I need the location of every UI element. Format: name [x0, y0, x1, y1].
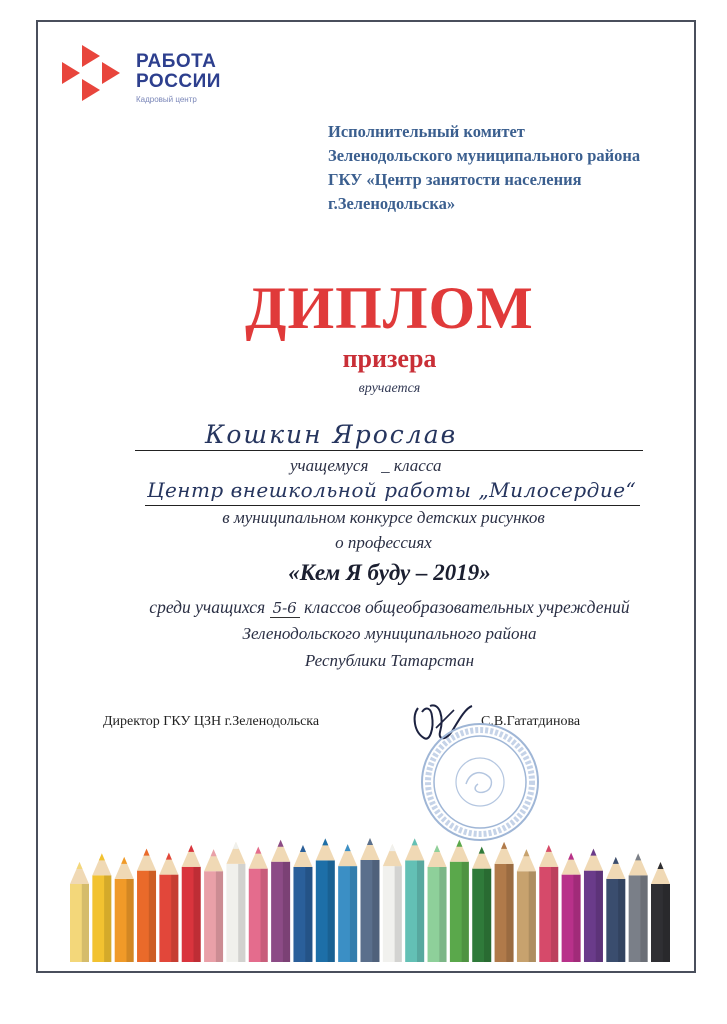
pencil	[70, 862, 89, 962]
pencil	[249, 847, 268, 962]
issuer-block	[328, 120, 640, 216]
director-title: Директор ГКУ ЦЗН г.Зеленодольска	[103, 714, 320, 729]
district-line: Зеленодольского муниципального района	[242, 624, 537, 643]
republic-line: Республики Татарстан	[304, 651, 475, 670]
colored-pencils-illustration	[70, 832, 670, 962]
contest-line: в муниципальном конкурсе детских рисунков	[222, 508, 545, 527]
pencil	[226, 842, 245, 962]
student-prefix: учащемуся	[290, 456, 369, 475]
school-underline	[145, 505, 640, 506]
recipient-school: Центр внешкольной работы „Милосердие“	[147, 478, 637, 502]
among-prefix: среди учащихся	[149, 597, 266, 617]
logo-line1: РАБОТА	[136, 51, 217, 72]
pencil	[584, 849, 603, 962]
red-arrows-icon	[62, 40, 128, 106]
issuer-line: ГКУ «Центр занятости населения	[328, 170, 582, 189]
student-grade-line	[290, 456, 441, 476]
professions-line: о профессиях	[335, 533, 432, 552]
pencil	[517, 849, 536, 962]
issuer-line: Исполнительный комитет	[328, 122, 525, 141]
pencil	[293, 845, 312, 962]
pencil	[92, 853, 111, 962]
pencil	[316, 838, 335, 962]
pencil	[338, 844, 357, 962]
pencil	[495, 842, 514, 962]
pencil	[182, 845, 201, 962]
pencil	[428, 845, 447, 962]
pencil	[361, 838, 380, 962]
pencil	[472, 847, 491, 962]
contest-name: «Кем Я буду – 2019»	[288, 560, 491, 585]
pencil	[159, 853, 178, 962]
pencil	[204, 849, 223, 962]
awarded-label: вручается	[358, 381, 421, 396]
name-underline	[135, 450, 643, 451]
pencil	[562, 853, 581, 962]
grades-value: 5-6	[270, 599, 300, 618]
pencil	[450, 840, 469, 962]
official-seal-stamp	[418, 720, 543, 845]
recipient-name: Кошкин Ярослав	[205, 420, 458, 449]
pencil	[606, 857, 625, 962]
diploma-title: ДИПЛОМ	[245, 275, 534, 341]
student-suffix: класса	[393, 456, 442, 475]
diploma-subtitle: призера	[342, 344, 437, 373]
pencil	[383, 844, 402, 962]
issuer-line: Зеленодольского муниципального района	[328, 146, 641, 165]
logo-subtitle: Кадровый центр	[136, 95, 197, 104]
logo-line2: РОССИИ	[136, 71, 221, 92]
pencil	[271, 840, 290, 962]
grade-blank: _	[381, 456, 390, 475]
pencil	[405, 838, 424, 962]
among-line	[0, 597, 727, 618]
logo-wordmark	[136, 52, 221, 92]
pencil	[651, 862, 670, 962]
pencil	[115, 857, 134, 962]
among-suffix: классов общеобразовательных учреждений	[304, 597, 630, 617]
director-name: С.В.Гататдинова	[481, 714, 581, 729]
pencil	[137, 849, 156, 962]
issuer-line: г.Зеленодольска»	[328, 194, 456, 213]
pencil	[629, 853, 648, 962]
pencil	[539, 845, 558, 962]
